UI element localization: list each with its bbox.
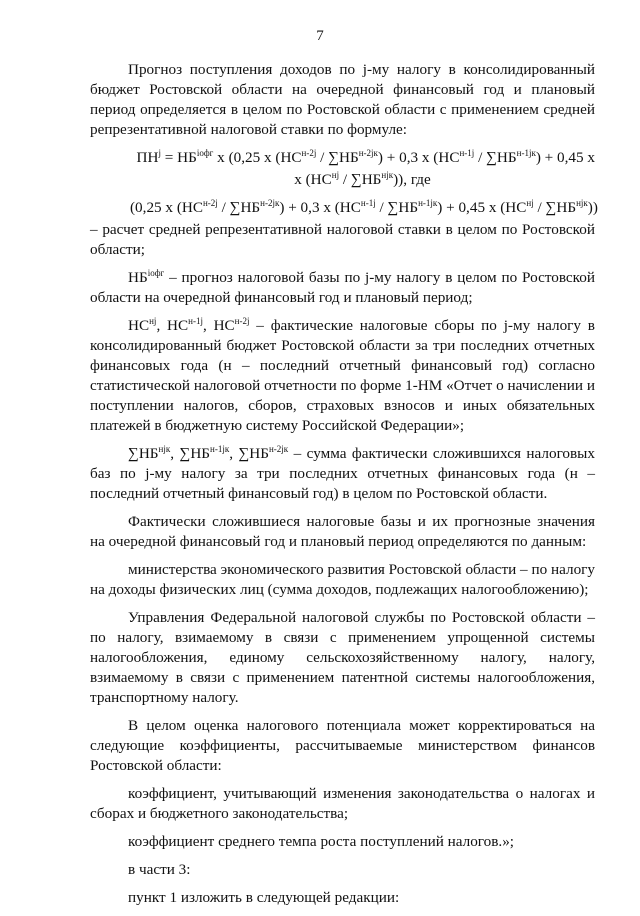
paragraph-ministry-source: министерства экономического развития Ростовской области – по налогу на доходы физических лиц (сумма доходов, подлежащих налогообложению);: [90, 561, 595, 598]
paragraph-fns-source: Управления Федеральной налоговой службы по Ростовской области – по налогу, взимаемому в связи с применением упрощенной системы налогообложения, единому сельскохозяйственному налогу, налогу, взимаемому в связи с применением патентной системы налогообложения, транспортному налогу.: [90, 609, 595, 706]
formula-line-2: x $(НС^{нj} / \sum НБ^{нjк})$), где: [294, 169, 431, 188]
paragraph-nb-definition: $НБ^{iофг}$ – прогноз налоговой базы по j-му налогу в целом по Ростовской области на очередной финансовый год и плановый период;: [90, 267, 595, 306]
paragraph-overall-assessment: В целом оценка налогового потенциала может корректироваться на следующие коэффициенты, рассчитываемые министерством финансов Ростовской области:: [90, 717, 595, 774]
paragraph-coefficient-legislation: коэффициент, учитывающий изменения законодательства о налогах и сборах и бюджетного законодательства;: [90, 785, 595, 822]
paragraph-ns-definition: $НС^{нj}$, $НС^{н-1j}$, $НС^{н-2j}$ – фактические налоговые сборы по j-му налогу в консолидированный бюджет Ростовской области за три последних отчетных финансовых года (н – последний отчетный финансовый год) согласно статистической налоговой отчетности по форме 1-НМ «Отчет о начислении и поступлении налогов, сборов, страховых взносов и иных обязательных платежей в бюджетную систему Российской Федерации»;: [90, 315, 595, 434]
paragraph-actual-bases: Фактически сложившиеся налоговые базы и их прогнозные значения на очередной финансовый год и плановый период определяются по данным:: [90, 513, 595, 550]
paragraph-coefficient-growth: коэффициент среднего темпа роста поступлений налогов.»;: [128, 833, 515, 850]
formula-line-3: (0,25 x $(НС^{н-2j} / \sum НБ^{н-2jк}) + 0,3$ x $(НС^{н-1j} / \sum НБ^{н-1jк}) + 0,45$ x $(НС^{нj} / \sum НБ^{нjк})$): [130, 197, 598, 216]
paragraph-rate-explanation: – расчет средней репрезентативной налоговой ставки в целом по Ростовской области;: [90, 221, 595, 258]
paragraph-forecast-intro: Прогноз поступления доходов по j-му налогу в консолидированный бюджет Ростовской области на очередной финансовый год и плановый период определяется в целом по Ростовской области с применением средней репрезентативной налоговой ставки по формуле:: [90, 61, 595, 138]
page-number: 7: [316, 28, 324, 44]
paragraph-part-3: в части 3:: [128, 861, 191, 878]
paragraph-item-1: пункт 1 изложить в следующей редакции:: [128, 889, 400, 906]
paragraph-sum-definition: $\sum НБ^{нjк}$, $\sum НБ^{н-1jк}$, $\sum НБ^{н-2jк}$ – сумма фактически сложившихся налоговых баз по j-му налогу за три последних отчетных финансовых года (н – последний отчетный финансовый год) в целом по Ростовской области.: [90, 443, 595, 502]
formula-line-1: $ПН^j = НБ^{iофг}$ x (0,25 x $(НС^{н-2j} / \sum НБ^{н-2jк}) + 0,3$ x $(НС^{н-1j} / \sum НБ^{н-1jк}) + 0,45$ x: [136, 147, 595, 166]
document-body: [90, 60, 598, 916]
